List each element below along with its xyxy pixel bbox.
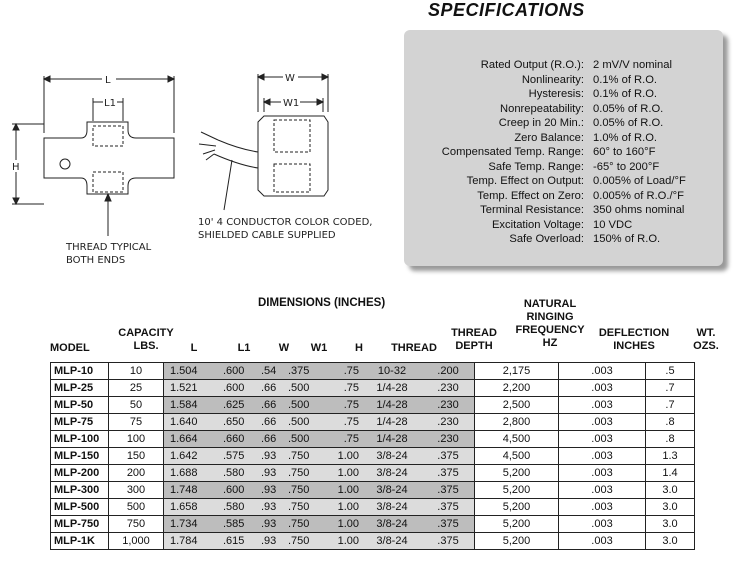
cell-cap: 750 [109, 516, 164, 533]
cell-defl: .003 [559, 516, 646, 533]
cell-W: .66 [261, 397, 288, 414]
end-view-body [258, 116, 328, 196]
spec-label: Compensated Temp. Range: [441, 146, 584, 158]
cell-freq: 2,200 [475, 380, 559, 397]
cell-W1: .750 [288, 533, 327, 550]
header-thread: THREAD [391, 342, 437, 354]
table-row [51, 380, 695, 397]
cell-H: .75 [327, 363, 362, 380]
header-frequency-line-3: FREQUENCY [515, 324, 585, 336]
spec-label: Rated Output (R.O.): [480, 59, 584, 71]
cell-defl: .003 [559, 465, 646, 482]
cell-W1: .750 [288, 516, 327, 533]
cell-L1: .575 [223, 448, 261, 465]
spec-row [404, 102, 723, 116]
cell-L: 1.584 [164, 397, 224, 414]
cell-freq: 5,200 [475, 533, 559, 550]
spec-row [404, 131, 723, 145]
label-L1: L1 [104, 98, 116, 109]
header-frequency [508, 298, 592, 350]
header-capacity [106, 327, 186, 353]
header-W1: W1 [310, 342, 328, 354]
label-H: H [12, 162, 20, 173]
cell-model: MLP-25 [51, 380, 109, 397]
cell-thread: 3/8-24 [362, 499, 422, 516]
cell-wt: 3.0 [646, 499, 695, 516]
cell-depth: .375 [422, 465, 475, 482]
cable-note-line-1: 10' 4 CONDUCTOR COLOR CODED, [198, 217, 373, 228]
header-deflection-line-2: INCHES [613, 340, 655, 352]
spec-row [404, 87, 723, 101]
spec-value: 350 ohms nominal [593, 204, 685, 216]
cell-model: MLP-50 [51, 397, 109, 414]
cell-W1: .500 [288, 414, 327, 431]
table-row [51, 465, 695, 482]
header-thread-depth-line-2: DEPTH [455, 340, 493, 352]
cell-freq: 2,500 [475, 397, 559, 414]
spec-label: Temp. Effect on Zero: [477, 189, 584, 202]
header-weight-line-1: WT. [696, 327, 716, 339]
cable [214, 140, 258, 168]
cell-thread: 1/4-28 [362, 380, 422, 397]
header-capacity-line-1: CAPACITY [118, 327, 174, 339]
header-weight-line-2: OZS. [693, 340, 719, 352]
cell-depth: .230 [422, 397, 475, 414]
mounting-hole [60, 159, 70, 169]
cell-thread: 3/8-24 [362, 448, 422, 465]
cell-L: 1.642 [164, 448, 224, 465]
cell-W1: .500 [288, 431, 327, 448]
table-row [51, 516, 695, 533]
table-row [51, 482, 695, 499]
table-row [51, 448, 695, 465]
spec-value: 1.0% of R.O. [593, 131, 658, 144]
cell-H: 1.00 [327, 482, 362, 499]
cell-H: 1.00 [327, 516, 362, 533]
cell-depth: .375 [422, 482, 475, 499]
header-model: MODEL [50, 342, 90, 354]
cell-freq: 5,200 [475, 482, 559, 499]
cell-H: 1.00 [327, 499, 362, 516]
cell-L: 1.658 [164, 499, 224, 516]
cell-W: .93 [261, 533, 288, 550]
cell-model: MLP-500 [51, 499, 109, 516]
spec-value: 0.1% of R.O. [593, 73, 658, 86]
header-weight [684, 327, 728, 353]
spec-label: Terminal Resistance: [480, 204, 584, 216]
header-W: W [278, 342, 290, 354]
cell-W: .93 [261, 482, 288, 499]
spec-row [404, 189, 723, 203]
cell-W1: .375 [288, 363, 327, 380]
spec-value: 60° to 160°F [593, 146, 656, 158]
cell-model: MLP-100 [51, 431, 109, 448]
cell-L1: .660 [223, 431, 261, 448]
cell-H: 1.00 [327, 448, 362, 465]
cell-W: .66 [261, 414, 288, 431]
cell-L: 1.688 [164, 465, 224, 482]
table-row [51, 533, 695, 550]
header-capacity-line-2: LBS. [133, 340, 159, 352]
spec-row [404, 174, 723, 188]
spec-row [404, 218, 723, 232]
cell-W: .66 [261, 380, 288, 397]
cell-model: MLP-200 [51, 465, 109, 482]
cell-freq: 5,200 [475, 499, 559, 516]
cell-H: .75 [327, 380, 362, 397]
cell-W: .93 [261, 499, 288, 516]
cell-L1: .615 [223, 533, 261, 550]
table-row [51, 397, 695, 414]
spec-value: -65° to 200°F [593, 160, 660, 173]
cell-model: MLP-75 [51, 414, 109, 431]
cell-model: MLP-750 [51, 516, 109, 533]
cell-H: .75 [327, 431, 362, 448]
cell-H: 1.00 [327, 533, 362, 550]
table-row [51, 414, 695, 431]
spec-row [404, 73, 723, 87]
header-L1: L1 [237, 342, 251, 354]
cell-depth: .375 [422, 448, 475, 465]
header-frequency-line-4: HZ [542, 337, 558, 349]
spec-label: Temp. Effect on Output: [466, 175, 584, 187]
cell-defl: .003 [559, 397, 646, 414]
cell-W1: .750 [288, 482, 327, 499]
spec-label: Safe Overload: [509, 233, 584, 245]
cell-defl: .003 [559, 499, 646, 516]
cell-L1: .600 [223, 380, 261, 397]
spec-row [404, 232, 723, 246]
spec-label: Creep in 20 Min.: [498, 117, 584, 129]
cell-depth: .375 [422, 533, 475, 550]
cell-L: 1.504 [164, 363, 224, 380]
side-view-body [44, 122, 174, 194]
table-row [51, 431, 695, 448]
cell-thread: 1/4-28 [362, 414, 422, 431]
table-row [51, 363, 695, 380]
cell-thread: 3/8-24 [362, 533, 422, 550]
spec-label: Nonrepeatability: [500, 102, 584, 115]
cell-cap: 25 [109, 380, 164, 397]
cell-thread: 3/8-24 [362, 465, 422, 482]
header-H: H [355, 342, 363, 354]
cell-cap: 1,000 [109, 533, 164, 550]
cell-L1: .585 [223, 516, 261, 533]
cell-cap: 75 [109, 414, 164, 431]
cell-L1: .580 [223, 465, 261, 482]
label-W: W [285, 73, 295, 84]
cell-W: .66 [261, 431, 288, 448]
spec-label: Nonlinearity: [521, 73, 584, 86]
cell-cap: 200 [109, 465, 164, 482]
cell-freq: 5,200 [475, 465, 559, 482]
cell-W1: .500 [288, 397, 327, 414]
cell-cap: 150 [109, 448, 164, 465]
cell-defl: .003 [559, 380, 646, 397]
spec-label: Safe Temp. Range: [488, 160, 584, 173]
cell-wt: .8 [646, 414, 695, 431]
cell-L: 1.664 [164, 431, 224, 448]
load-cell-drawing [0, 0, 400, 290]
cell-cap: 50 [109, 397, 164, 414]
spec-label: Zero Balance: [514, 131, 584, 144]
cell-L1: .650 [223, 414, 261, 431]
cell-wt: 3.0 [646, 533, 695, 550]
spec-row [404, 160, 723, 174]
specifications-title: SPECIFICATIONS [428, 0, 585, 20]
thread-note-line-2: BOTH ENDS [66, 255, 126, 266]
cell-thread: 10-32 [362, 363, 422, 380]
cell-wt: 1.3 [646, 448, 695, 465]
cell-cap: 500 [109, 499, 164, 516]
cell-wt: .7 [646, 380, 695, 397]
spec-value: 0.005% of R.O./°F [593, 189, 684, 202]
spec-row [404, 203, 723, 217]
cell-model: MLP-300 [51, 482, 109, 499]
spec-value: 0.05% of R.O. [593, 117, 664, 129]
cell-L: 1.748 [164, 482, 224, 499]
cable-note-line-2: SHIELDED CABLE SUPPLIED [198, 230, 336, 241]
cell-cap: 100 [109, 431, 164, 448]
cell-L: 1.521 [164, 380, 224, 397]
cell-W: .93 [261, 516, 288, 533]
cell-L1: .600 [223, 482, 261, 499]
dimensions-table [50, 362, 695, 550]
cell-thread: 1/4-28 [362, 397, 422, 414]
cell-thread: 1/4-28 [362, 431, 422, 448]
cell-L1: .580 [223, 499, 261, 516]
cell-defl: .003 [559, 431, 646, 448]
cell-wt: .5 [646, 363, 695, 380]
dimensions-table-body [51, 363, 695, 550]
cell-defl: .003 [559, 482, 646, 499]
cell-W1: .750 [288, 465, 327, 482]
header-L: L [190, 342, 198, 354]
cell-W1: .750 [288, 448, 327, 465]
cell-wt: 3.0 [646, 516, 695, 533]
cell-freq: 2,800 [475, 414, 559, 431]
cell-freq: 4,500 [475, 431, 559, 448]
spec-value: 10 VDC [593, 218, 633, 231]
header-frequency-line-1: NATURAL [523, 298, 577, 310]
cell-L: 1.734 [164, 516, 224, 533]
cell-L: 1.784 [164, 533, 224, 550]
cell-W: .54 [261, 363, 288, 380]
cell-wt: .8 [646, 431, 695, 448]
header-deflection-line-1: DEFLECTION [598, 327, 670, 339]
cell-wt: 3.0 [646, 482, 695, 499]
cell-depth: .200 [422, 363, 475, 380]
cell-freq: 2,175 [475, 363, 559, 380]
cell-defl: .003 [559, 414, 646, 431]
cell-freq: 4,500 [475, 448, 559, 465]
cell-L1: .625 [223, 397, 261, 414]
cell-thread: 3/8-24 [362, 516, 422, 533]
cell-model: MLP-150 [51, 448, 109, 465]
spec-row [404, 145, 723, 159]
cell-depth: .230 [422, 414, 475, 431]
cell-model: MLP-1K [51, 533, 109, 550]
label-W1: W1 [283, 98, 300, 109]
table-row [51, 499, 695, 516]
cell-depth: .375 [422, 499, 475, 516]
cell-H: .75 [327, 414, 362, 431]
spec-row [404, 58, 723, 72]
dimensions-title: DIMENSIONS (INCHES) [258, 297, 386, 309]
cell-W: .93 [261, 448, 288, 465]
cell-H: 1.00 [327, 465, 362, 482]
cell-defl: .003 [559, 448, 646, 465]
header-thread-depth [444, 327, 504, 353]
cell-defl: .003 [559, 363, 646, 380]
spec-value: 0.1% of R.O. [593, 88, 658, 100]
header-frequency-line-2: RINGING [526, 311, 574, 323]
cell-H: .75 [327, 397, 362, 414]
cell-cap: 300 [109, 482, 164, 499]
spec-value: 0.05% of R.O. [593, 102, 664, 115]
specifications-panel [404, 30, 723, 266]
spec-value: 0.005% of Load/°F [593, 175, 686, 187]
header-deflection [592, 327, 676, 353]
spec-label: Excitation Voltage: [491, 218, 584, 231]
spec-value: 150% of R.O. [593, 233, 661, 245]
cell-L1: .600 [223, 363, 261, 380]
spec-label: Hysteresis: [528, 88, 584, 100]
cell-W: .93 [261, 465, 288, 482]
cell-L: 1.640 [164, 414, 224, 431]
cell-depth: .375 [422, 516, 475, 533]
spec-value: 2 mV/V nominal [593, 59, 672, 71]
cell-W1: .500 [288, 380, 327, 397]
cell-model: MLP-10 [51, 363, 109, 380]
cell-depth: .230 [422, 431, 475, 448]
cell-W1: .750 [288, 499, 327, 516]
cell-wt: .7 [646, 397, 695, 414]
cell-cap: 10 [109, 363, 164, 380]
cell-depth: .230 [422, 380, 475, 397]
label-L: L [105, 75, 111, 86]
cell-freq: 5,200 [475, 516, 559, 533]
thread-note-line-1: THREAD TYPICAL [66, 242, 152, 253]
cell-defl: .003 [559, 533, 646, 550]
cell-thread: 3/8-24 [362, 482, 422, 499]
spec-row [404, 116, 723, 130]
header-thread-depth-line-1: THREAD [451, 327, 497, 339]
cell-wt: 1.4 [646, 465, 695, 482]
